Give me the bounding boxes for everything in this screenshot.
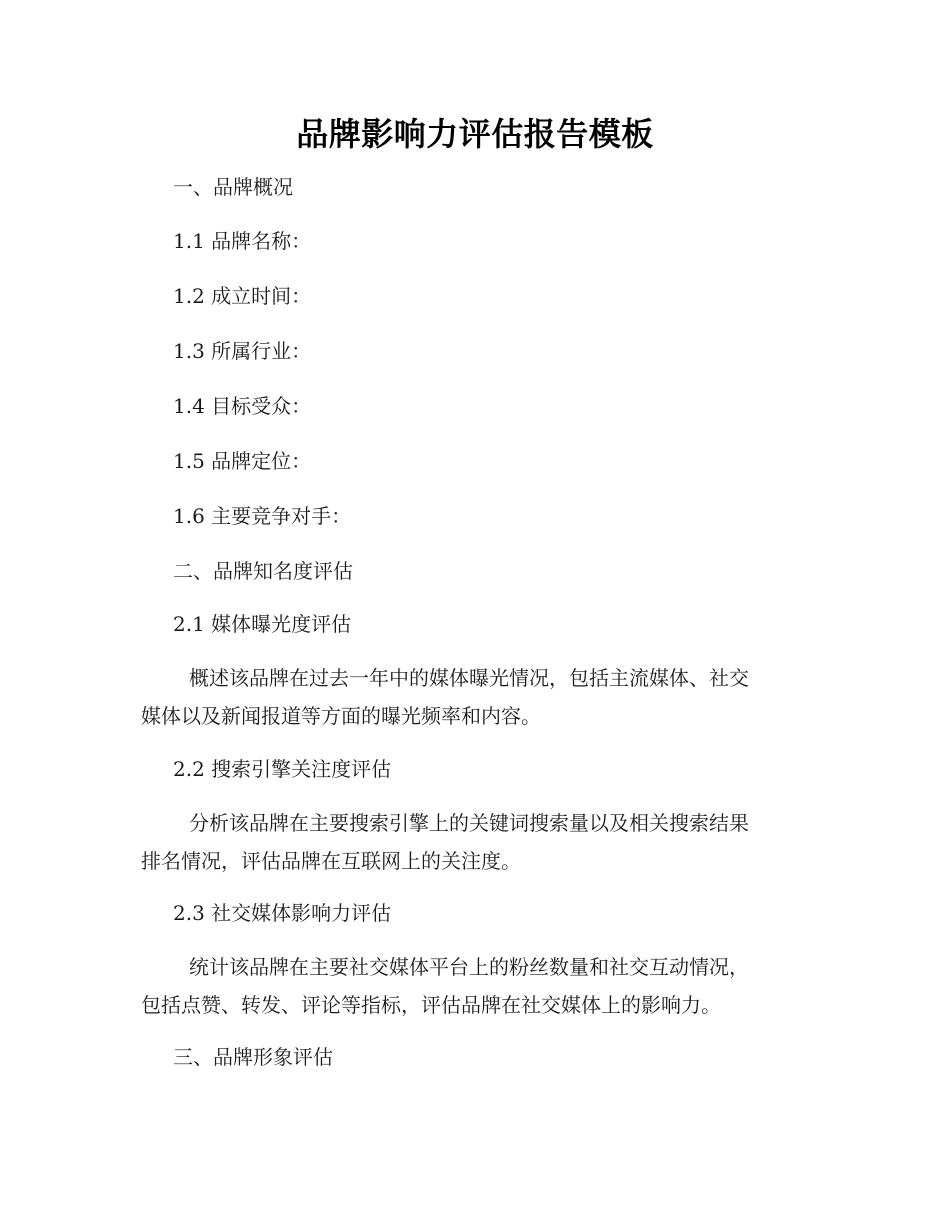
paragraph-line: 排名情况，评估品牌在互联网上的关注度。 [141,849,521,873]
industry-item: 1.3 所属行业： [173,339,312,363]
document-title: 品牌影响力评估报告模板 [296,115,654,153]
paragraph-line: 分析该品牌在主要搜索引擎上的关键词搜索量以及相关搜索结果 [189,811,749,835]
subsection-2-1-paragraph [141,659,801,735]
brand-name-item: 1.1 品牌名称： [173,229,312,253]
brand-positioning-item: 1.5 品牌定位： [173,449,312,473]
target-audience-item: 1.4 目标受众： [173,394,312,418]
founded-time-item: 1.2 成立时间： [173,284,312,308]
subsection-2-3-paragraph [141,948,801,1024]
subsection-2-2-heading: 2.2 搜索引擎关注度评估 [173,757,392,781]
section-3-heading: 三、品牌形象评估 [173,1045,333,1069]
paragraph-line: 概述该品牌在过去一年中的媒体曝光情况，包括主流媒体、社交 [189,666,749,690]
subsection-2-1-heading: 2.1 媒体曝光度评估 [173,612,352,636]
paragraph-line: 媒体以及新闻报道等方面的曝光频率和内容。 [141,704,541,728]
paragraph-line: 统计该品牌在主要社交媒体平台上的粉丝数量和社交互动情况， [189,955,749,979]
subsection-2-2-paragraph [141,804,801,880]
section-1-heading: 一、品牌概况 [173,175,293,199]
main-competitors-item: 1.6 主要竞争对手： [173,504,352,528]
paragraph-line: 包括点赞、转发、评论等指标，评估品牌在社交媒体上的影响力。 [141,993,721,1017]
section-2-heading: 二、品牌知名度评估 [173,559,353,583]
subsection-2-3-heading: 2.3 社交媒体影响力评估 [173,901,392,925]
